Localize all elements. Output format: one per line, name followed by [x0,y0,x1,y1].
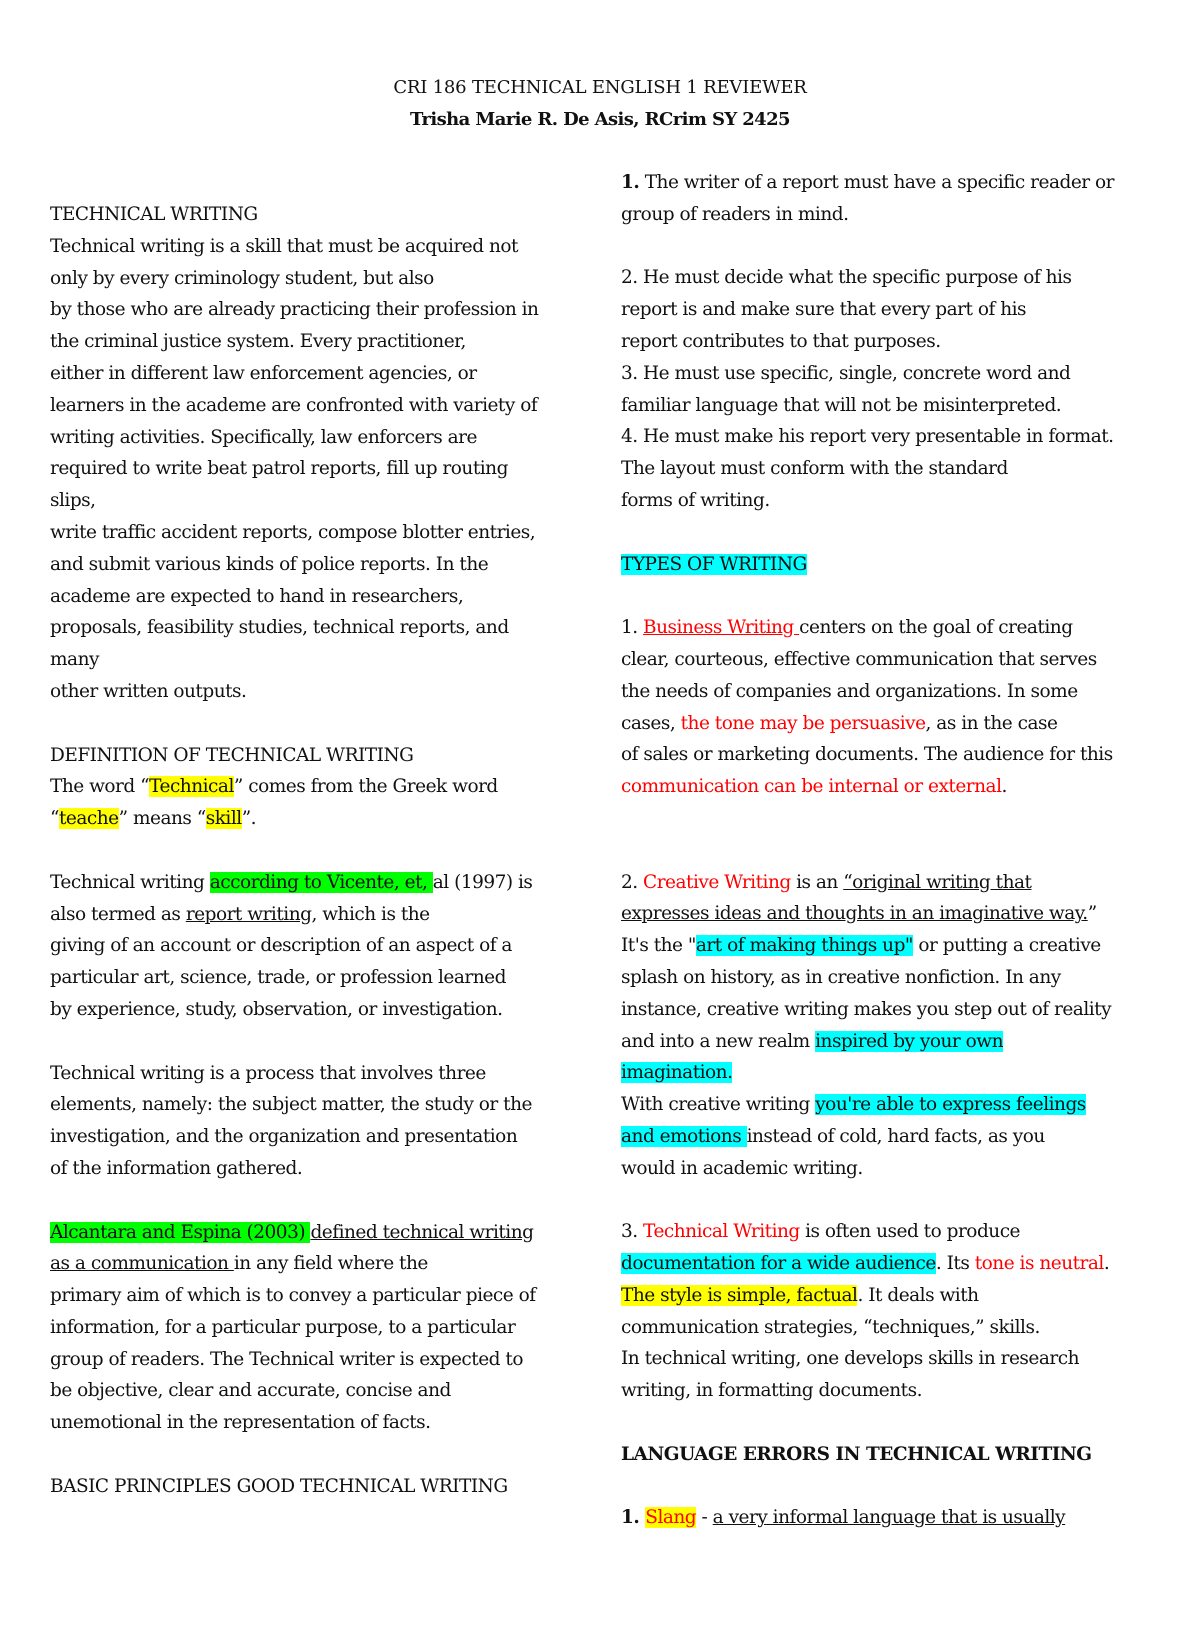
paragraph-line: writing, in formatting documents. [621,1380,922,1402]
underline-slang-definition: a very informal language that is usually [712,1507,1066,1529]
paragraph-line: slips, [50,490,96,512]
paragraph-line: giving of an account or description of an aspect of a [50,935,512,957]
definition-line [50,771,595,803]
vicente-line [50,867,595,899]
paragraph-line: write traffic accident reports, compose blotter entries, [50,521,536,543]
text-run: Technical writing [50,871,210,893]
paragraph-line: and submit various kinds of police reports. In the [50,553,489,575]
text-run: centers on the goal of creating [799,617,1073,639]
text-run: The word “ [50,776,150,798]
list-number: 1. [621,617,644,639]
technical-writing-line [621,1216,1161,1248]
list-number: 3. [621,1221,644,1243]
highlight-documentation: documentation for a wide audience [621,1253,936,1275]
principle-line: 2. He must decide what the specific purpose of his [621,267,1072,289]
underline-report-writing: report writing [185,903,312,925]
technical-writing-heading: TECHNICAL WRITING [50,204,258,225]
paragraph-line: academe are expected to hand in researchers, [50,585,464,607]
paragraph-line [621,1026,1161,1058]
principle-line [621,167,1161,199]
highlight-inspired: inspired by your own [815,1030,1003,1052]
text-run: or putting a creative [912,935,1101,957]
text-run: , which is the [311,903,430,925]
underline-original-writing: “original writing that [843,871,1032,893]
paragraph-line: many [50,649,99,671]
left-column [50,199,595,1503]
paragraph-line: In technical writing, one develops skills in research [621,1348,1080,1370]
paragraph-line: by those who are already practicing their profession in [50,299,539,321]
list-number: 1. [621,1507,646,1529]
text-run: is an [790,871,844,893]
highlight-emotions: and emotions [621,1125,747,1147]
paragraph-line: of sales or marketing documents. The audience for this [621,744,1113,766]
business-writing-title: Business Writing [643,617,800,639]
vicente-line [50,899,595,931]
paragraph-line: proposals, feasibility studies, technical reports, and [50,617,509,639]
text-run: It's the " [621,935,696,957]
paragraph-line: elements, namely: the subject matter, the study or the [50,1094,532,1116]
business-writing-line [621,612,1161,644]
paragraph-line: the criminal justice system. Every practitioner, [50,331,466,353]
highlight-imagination: imagination. [621,1062,733,1084]
paragraph-line: only by every criminology student, but also [50,267,434,289]
alcantara-line [50,1248,595,1280]
creative-writing-line [621,867,1161,899]
paragraph-line: either in different law enforcement agencies, or [50,362,477,384]
text-run: “ [50,808,59,830]
paragraph-line: group of readers. The Technical writer is expected to [50,1348,523,1370]
paragraph-line: be objective, clear and accurate, concise and [50,1380,451,1402]
principle-number: 1. [621,172,640,193]
paragraph-line: writing activities. Specifically, law enforcers are [50,426,477,448]
text-run: . It deals with [857,1284,979,1306]
paragraph-line: required to write beat patrol reports, fill up routing [50,458,508,480]
principle-line: forms of writing. [621,489,770,511]
red-text-tone: the tone may be persuasive [680,712,926,734]
text-run: and into a new realm [621,1030,816,1052]
red-text-neutral: tone is neutral [974,1253,1104,1275]
paragraph-line [621,930,1161,962]
text-run: With creative writing [621,1094,816,1116]
paragraph-line: investigation, and the organization and presentation [50,1126,518,1148]
paragraph-line: unemotional in the representation of facts. [50,1412,431,1434]
highlight-vicente: according to Vicente, et, [209,871,433,893]
paragraph-line: Technical writing is a process that involves three [50,1062,486,1084]
underline-definition: defined technical writing [310,1221,534,1243]
highlight-slang: Slang [645,1507,697,1529]
document-title: CRI 186 TECHNICAL ENGLISH 1 REVIEWER [393,77,807,98]
highlight-skill: skill [205,808,242,830]
text-run: al (1997) is [432,871,533,893]
principle-line: 4. He must make his report very presentable in format. [621,426,1114,448]
text-run: . [1001,776,1007,798]
highlight-alcantara: Alcantara and Espina (2003) [50,1221,311,1243]
slang-line [621,1502,1161,1534]
paragraph-line: the needs of companies and organizations. In some [621,680,1078,702]
text-run: . [1103,1253,1110,1275]
types-of-writing-heading: TYPES OF WRITING [621,553,807,575]
paragraph-line [621,898,1161,930]
text-run: instead of cold, hard facts, as you [746,1125,1045,1147]
language-errors-heading: LANGUAGE ERRORS IN TECHNICAL WRITING [621,1443,1092,1465]
paragraph-line [621,1280,1161,1312]
paragraph-line: other written outputs. [50,680,247,702]
document-author: Trisha Marie R. De Asis, RCrim SY 2425 [410,109,790,130]
basic-principles-heading: BASIC PRINCIPLES GOOD TECHNICAL WRITING [50,1475,508,1497]
red-text-audience: communication can be internal or external [621,776,1002,798]
text-run: ” means “ [118,808,206,830]
paragraph-line: splash on history, as in creative nonfiction. In any [621,966,1061,988]
principle-line: report is and make sure that every part of his [621,299,1027,321]
text-run: also termed as [50,903,186,925]
paragraph-line: primary aim of which is to convey a particular piece of [50,1285,536,1307]
creative-writing-title: Creative Writing [643,871,791,893]
paragraph-line: communication strategies, “techniques,” skills. [621,1316,1040,1338]
alcantara-line [50,1217,595,1249]
highlight-teache: teache [58,808,119,830]
paragraph-line [621,1089,1161,1121]
paragraph-line: by experience, study, observation, or investigation. [50,998,503,1020]
paragraph-line: particular art, science, trade, or profession learned [50,967,506,989]
highlight-art-of-making: art of making things up" [695,935,913,957]
text-run: The writer of a report must have a specific reader or [639,172,1114,193]
paragraph-line: instance, creative writing makes you step out of reality [621,998,1112,1020]
paragraph-line [621,771,1161,803]
text-run: cases, [621,712,681,734]
definition-heading: DEFINITION OF TECHNICAL WRITING [50,744,414,766]
technical-writing-title: Technical Writing [643,1221,800,1243]
text-run: , as in the case [925,712,1058,734]
paragraph-line [621,708,1161,740]
paragraph-line: of the information gathered. [50,1157,303,1179]
text-run: in any field where the [233,1253,428,1275]
text-run: is often used to produce [799,1221,1021,1243]
text-run: . Its [935,1253,975,1275]
text-run: ” comes from the Greek word [233,776,498,798]
paragraph-line [621,1057,1161,1089]
paragraph-line [621,1248,1161,1280]
text-run: ” [1087,903,1097,925]
paragraph-line: clear, courteous, effective communication that serves [621,648,1097,670]
highlight-express-feelings: you're able to express feelings [815,1094,1086,1116]
right-column [621,167,1161,1534]
highlight-technical: Technical [149,776,234,798]
underline-expresses-ideas: expresses ideas and thoughts in an imaginative way. [621,903,1088,925]
definition-line [50,803,595,835]
list-number: 2. [621,871,644,893]
principle-line: 3. He must use specific, single, concrete word and [621,362,1071,384]
principle-line: The layout must conform with the standard [621,458,1008,480]
underline-communication: as a communication [50,1253,234,1275]
principle-line: group of readers in mind. [621,203,849,225]
text-run: - [696,1507,713,1529]
paragraph-line: information, for a particular purpose, to a particular [50,1316,516,1338]
paragraph-line: Technical writing is a skill that must be acquired not [50,235,518,257]
principle-line: familiar language that will not be misinterpreted. [621,394,1062,416]
principle-line: report contributes to that purposes. [621,330,941,352]
text-run: ”. [241,808,257,830]
highlight-style-simple: The style is simple, factual [621,1284,858,1306]
paragraph-line: would in academic writing. [621,1157,863,1179]
types-heading-line [621,549,1161,581]
paragraph-line [621,1121,1161,1153]
paragraph-line: learners in the academe are confronted with variety of [50,394,538,416]
